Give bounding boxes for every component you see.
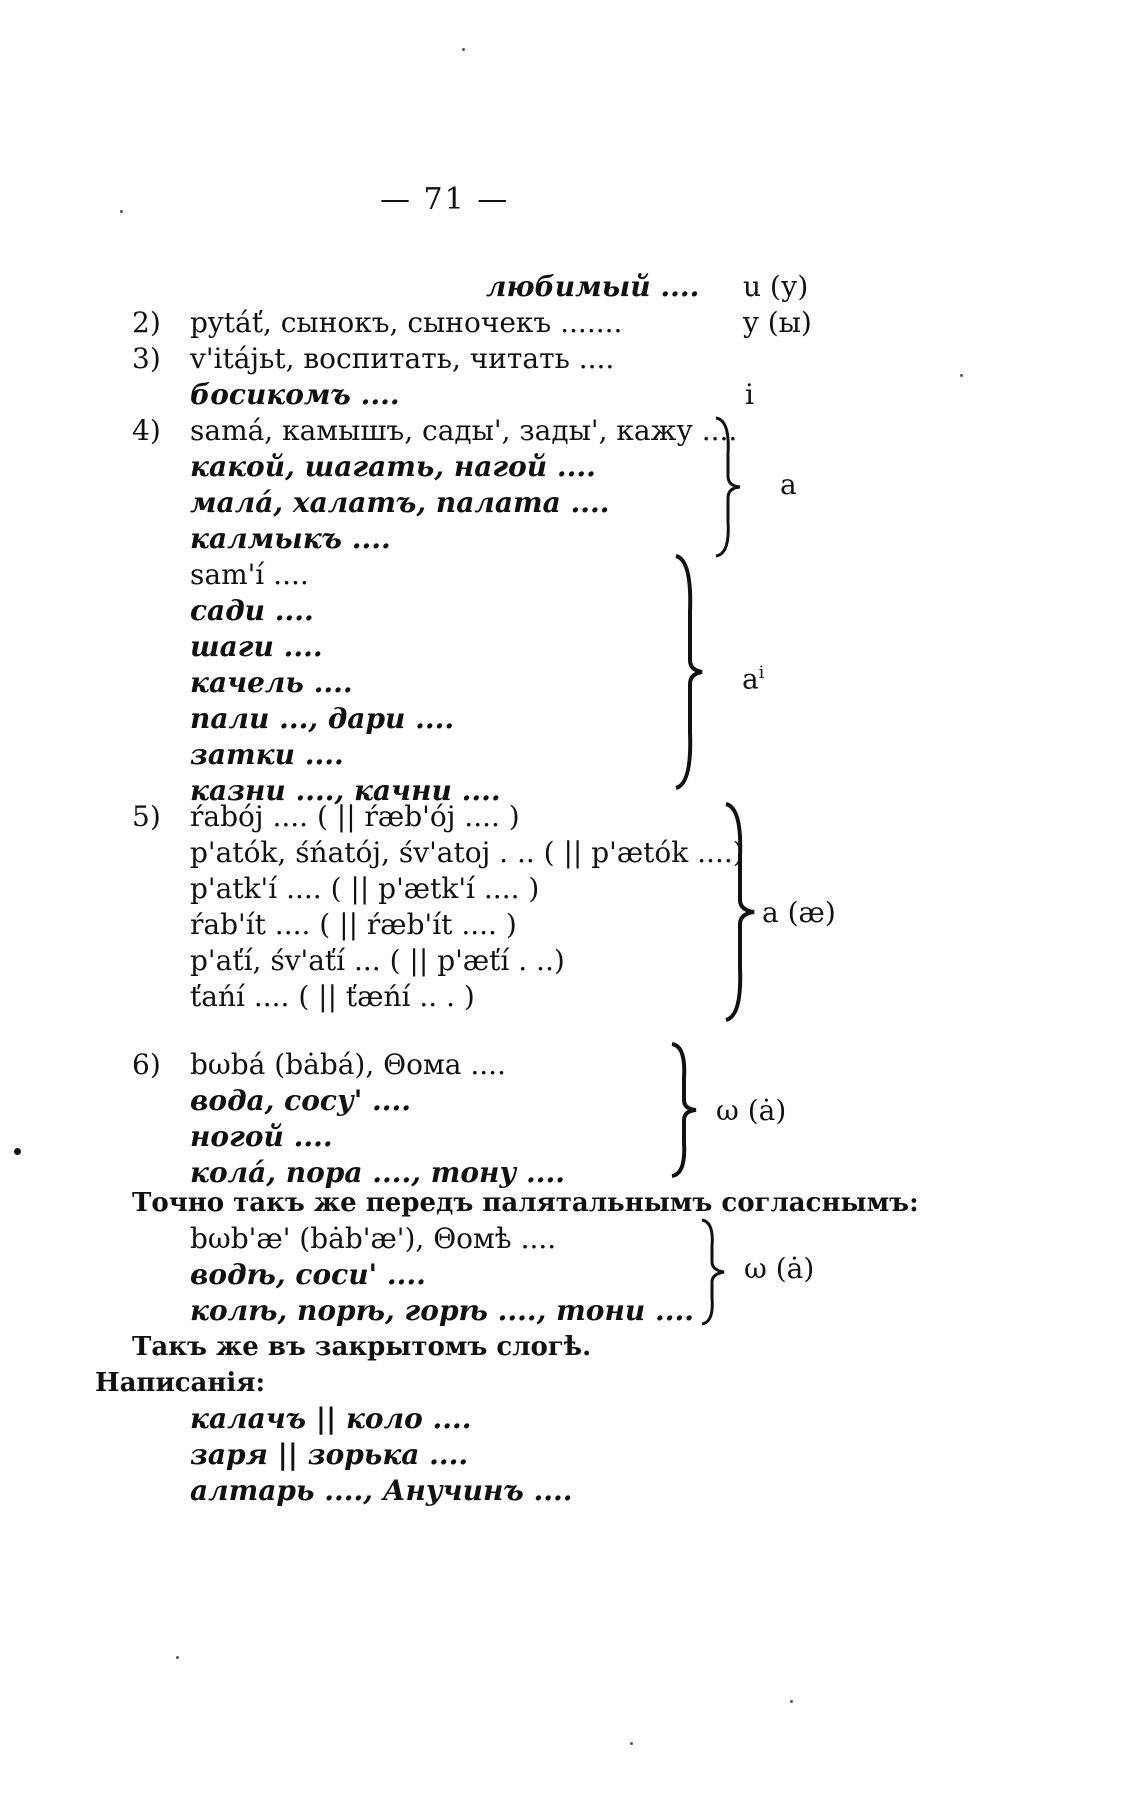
text-line-22: bωbá (bȧbá), Θома ....: [190, 1048, 506, 1081]
vowel-symbol-a-ae: a (æ): [762, 896, 836, 929]
vowel-symbol-i: i: [745, 378, 754, 411]
scan-speck: [790, 1700, 793, 1703]
text-line-31: Написанія:: [95, 1368, 266, 1398]
text-line-20: p'aťí, śv'aťí ... ( || p'æťí . ..): [190, 944, 565, 977]
text-line-29: колѣ, порѣ, горѣ ...., тони ....: [190, 1294, 694, 1327]
text-line-27: bωb'æ' (bȧb'æ'), Θомѣ ....: [190, 1222, 557, 1255]
text-line-18: p'atk'í .... ( || p'ætk'í .... ): [190, 872, 540, 905]
text-line-32: калачъ || коло ....: [190, 1402, 472, 1435]
text-line-13: пали ..., дари ....: [190, 702, 455, 735]
text-line-24: ногой ....: [190, 1120, 333, 1153]
text-line-28: водѣ, соси' ....: [190, 1258, 426, 1291]
brace-group-ai: [670, 552, 710, 792]
scan-speck: [630, 1742, 633, 1745]
vowel-a: a: [742, 662, 759, 696]
vowel-symbol-u: u (у): [743, 270, 809, 303]
text-line-25: колá, пора ...., тону ....: [190, 1156, 565, 1189]
text-line-9: sam'í ....: [190, 558, 309, 591]
brace-group-5: [720, 800, 764, 1025]
vowel-symbol-ai: [742, 656, 764, 696]
scan-speck: [960, 374, 963, 377]
text-line-33: заря || зорька ....: [190, 1438, 469, 1471]
text-line-14: затки ....: [190, 738, 344, 771]
vowel-symbol-omega-2: ω (ȧ): [744, 1252, 815, 1285]
text-line-15: казни ...., качни ....: [190, 774, 501, 807]
text-line-34: алтарь ...., Анучинъ ....: [190, 1474, 573, 1507]
text-line-8: калмыкъ ....: [190, 522, 391, 555]
text-line-2: pytáť, сынокъ, сыночекъ .......: [190, 306, 623, 339]
vowel-symbol-omega-1: ω (ȧ): [716, 1094, 787, 1127]
vowel-sup-i: i: [758, 663, 765, 683]
text-line-12: качель ....: [190, 666, 353, 699]
text-line-4: босикомъ ....: [190, 378, 400, 411]
text-line-7: малá, халатъ, палата ....: [190, 486, 610, 519]
text-line-23: вода, сосу' ....: [190, 1084, 412, 1117]
scan-speck: [176, 1656, 179, 1659]
brace-group-4: [710, 414, 750, 560]
text-line-11: шаги ....: [190, 630, 323, 663]
text-line-19: ŕab'ít .... ( || ŕæb'ít .... ): [190, 908, 517, 941]
page-number: — 71 —: [380, 182, 510, 217]
text-line-30: Такъ же въ закрытомъ слогѣ.: [132, 1332, 592, 1362]
scan-speck: [14, 1148, 21, 1155]
text-line-1: любимый ....: [486, 270, 700, 303]
text-line-21: ťańí .... ( || ťæńí .. . ): [190, 980, 475, 1013]
brace-group-6: [666, 1040, 706, 1180]
item-number-3: 3): [132, 342, 161, 375]
item-number-6: 6): [132, 1048, 161, 1081]
text-line-10: сади ....: [190, 594, 314, 627]
text-line-3: v'itájьt, воспитать, читать ....: [190, 342, 615, 375]
scan-speck: [462, 48, 465, 51]
scan-speck: [120, 210, 123, 213]
item-number-4: 4): [132, 414, 161, 447]
item-number-2: 2): [132, 306, 161, 339]
text-line-6: какой, шагать, нагой ....: [190, 450, 596, 483]
text-line-17: p'atók, śńatój, śv'atoj . .. ( || p'ætók ....): [190, 836, 744, 869]
text-line-26: Точно такъ же передъ палятальнымъ согласнымъ:: [132, 1188, 919, 1218]
item-number-5: 5): [132, 800, 161, 833]
text-line-5: samá, камышъ, сады', зады', кажу ....: [190, 414, 738, 447]
vowel-symbol-a: a: [780, 468, 797, 501]
vowel-symbol-y: y (ы): [743, 306, 812, 339]
brace-group-7: [696, 1216, 736, 1328]
text-line-16: ŕabój .... ( || ŕæb'ój .... ): [190, 800, 520, 833]
